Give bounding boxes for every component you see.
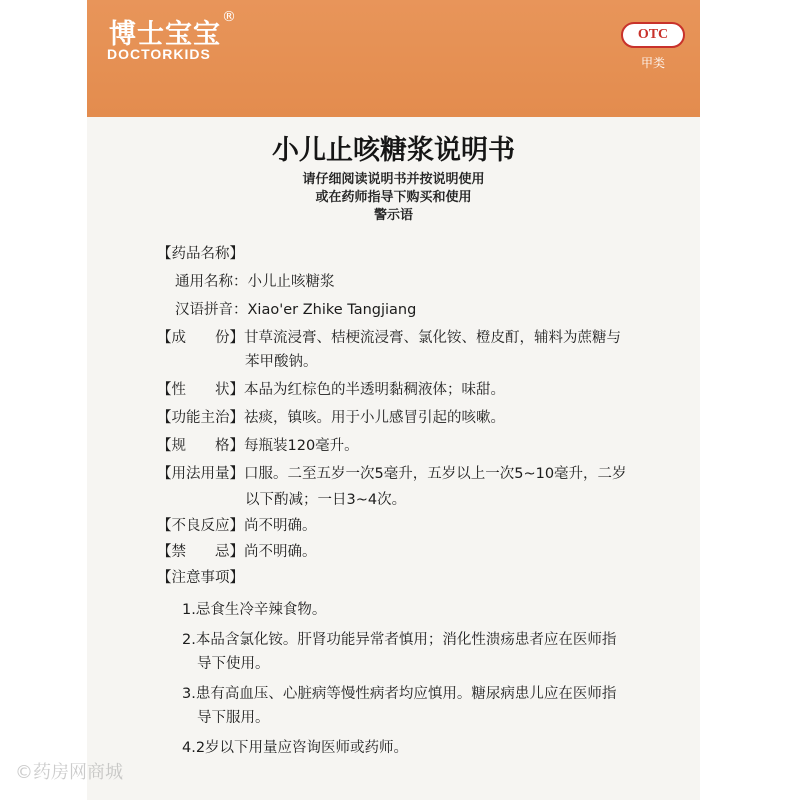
instruction-line-2: 或在药师指导下购买和使用 xyxy=(315,190,472,205)
contra-row xyxy=(157,542,317,563)
ingredients-row xyxy=(157,328,621,349)
note-1: 1.忌食生冷辛辣食物。 xyxy=(182,602,327,618)
registered-mark: ® xyxy=(222,9,236,25)
indications-text: 祛痰，镇咳。用于小儿感冒引起的咳嗽。 xyxy=(244,410,505,426)
ingredients-text: 甘草流浸膏、桔梗流浸膏、氯化铵、橙皮酊，辅料为蔗糖与 xyxy=(244,330,621,346)
ingredients-line-2: 苯甲酸钠。 xyxy=(245,354,318,370)
brand-name-en: DOCTORKIDS xyxy=(107,46,211,62)
contra-label: 【禁 忌】 xyxy=(157,544,244,560)
instruction-line-1: 请仔细阅读说明书并按说明使用 xyxy=(302,172,485,187)
generic-name: 通用名称：小儿止咳糖浆 xyxy=(175,274,335,290)
otc-badge xyxy=(621,22,685,48)
otc-label: OTC xyxy=(637,27,669,42)
adverse-label: 【不良反应】 xyxy=(157,518,244,534)
note-3-cont: 导下服用。 xyxy=(197,710,270,726)
pinyin-name: 汉语拼音：Xiao'er Zhike Tangjiang xyxy=(175,302,417,318)
properties-row xyxy=(157,380,505,401)
drug-name-header: 【药品名称】 xyxy=(157,246,244,262)
indications-label: 【功能主治】 xyxy=(157,410,244,426)
notes-header: 【注意事项】 xyxy=(157,570,244,586)
spec-row xyxy=(157,436,359,457)
note-2-cont: 导下使用。 xyxy=(197,656,270,672)
ingredients-label: 【成 份】 xyxy=(157,330,244,346)
warning-label: 警示语 xyxy=(373,208,413,223)
note-3: 3.患有高血压、心脏病等慢性病者均应慎用。糖尿病患儿应在医师指 xyxy=(182,686,617,702)
dosage-row xyxy=(157,464,627,485)
header-banner xyxy=(87,0,700,117)
dosage-text: 口服。二至五岁一次5毫升，五岁以上一次5~10毫升，二岁 xyxy=(244,466,627,482)
note-2: 2.本品含氯化铵。肝肾功能异常者慎用；消化性溃疡患者应在医师指 xyxy=(182,632,617,648)
otc-class: 甲类 xyxy=(641,56,666,70)
leaflet-sheet xyxy=(87,0,700,800)
note-4: 4.2岁以下用量应咨询医师或药师。 xyxy=(182,740,409,756)
indications-row xyxy=(157,408,505,429)
spec-label: 【规 格】 xyxy=(157,438,244,454)
dosage-line-2: 以下酌减；一日3~4次。 xyxy=(245,492,407,508)
contra-text: 尚不明确。 xyxy=(244,544,317,560)
adverse-text: 尚不明确。 xyxy=(244,518,317,534)
properties-text: 本品为红棕色的半透明黏稠液体；味甜。 xyxy=(244,382,505,398)
watermark: ©药房网商城 xyxy=(15,762,123,783)
brand-name-cn: 博士宝宝 xyxy=(109,19,221,50)
page-title: 小儿止咳糖浆说明书 xyxy=(272,135,515,166)
adverse-row xyxy=(157,516,317,537)
dosage-label: 【用法用量】 xyxy=(157,466,244,482)
properties-label: 【性 状】 xyxy=(157,382,244,398)
spec-text: 每瓶装120毫升。 xyxy=(244,438,359,454)
